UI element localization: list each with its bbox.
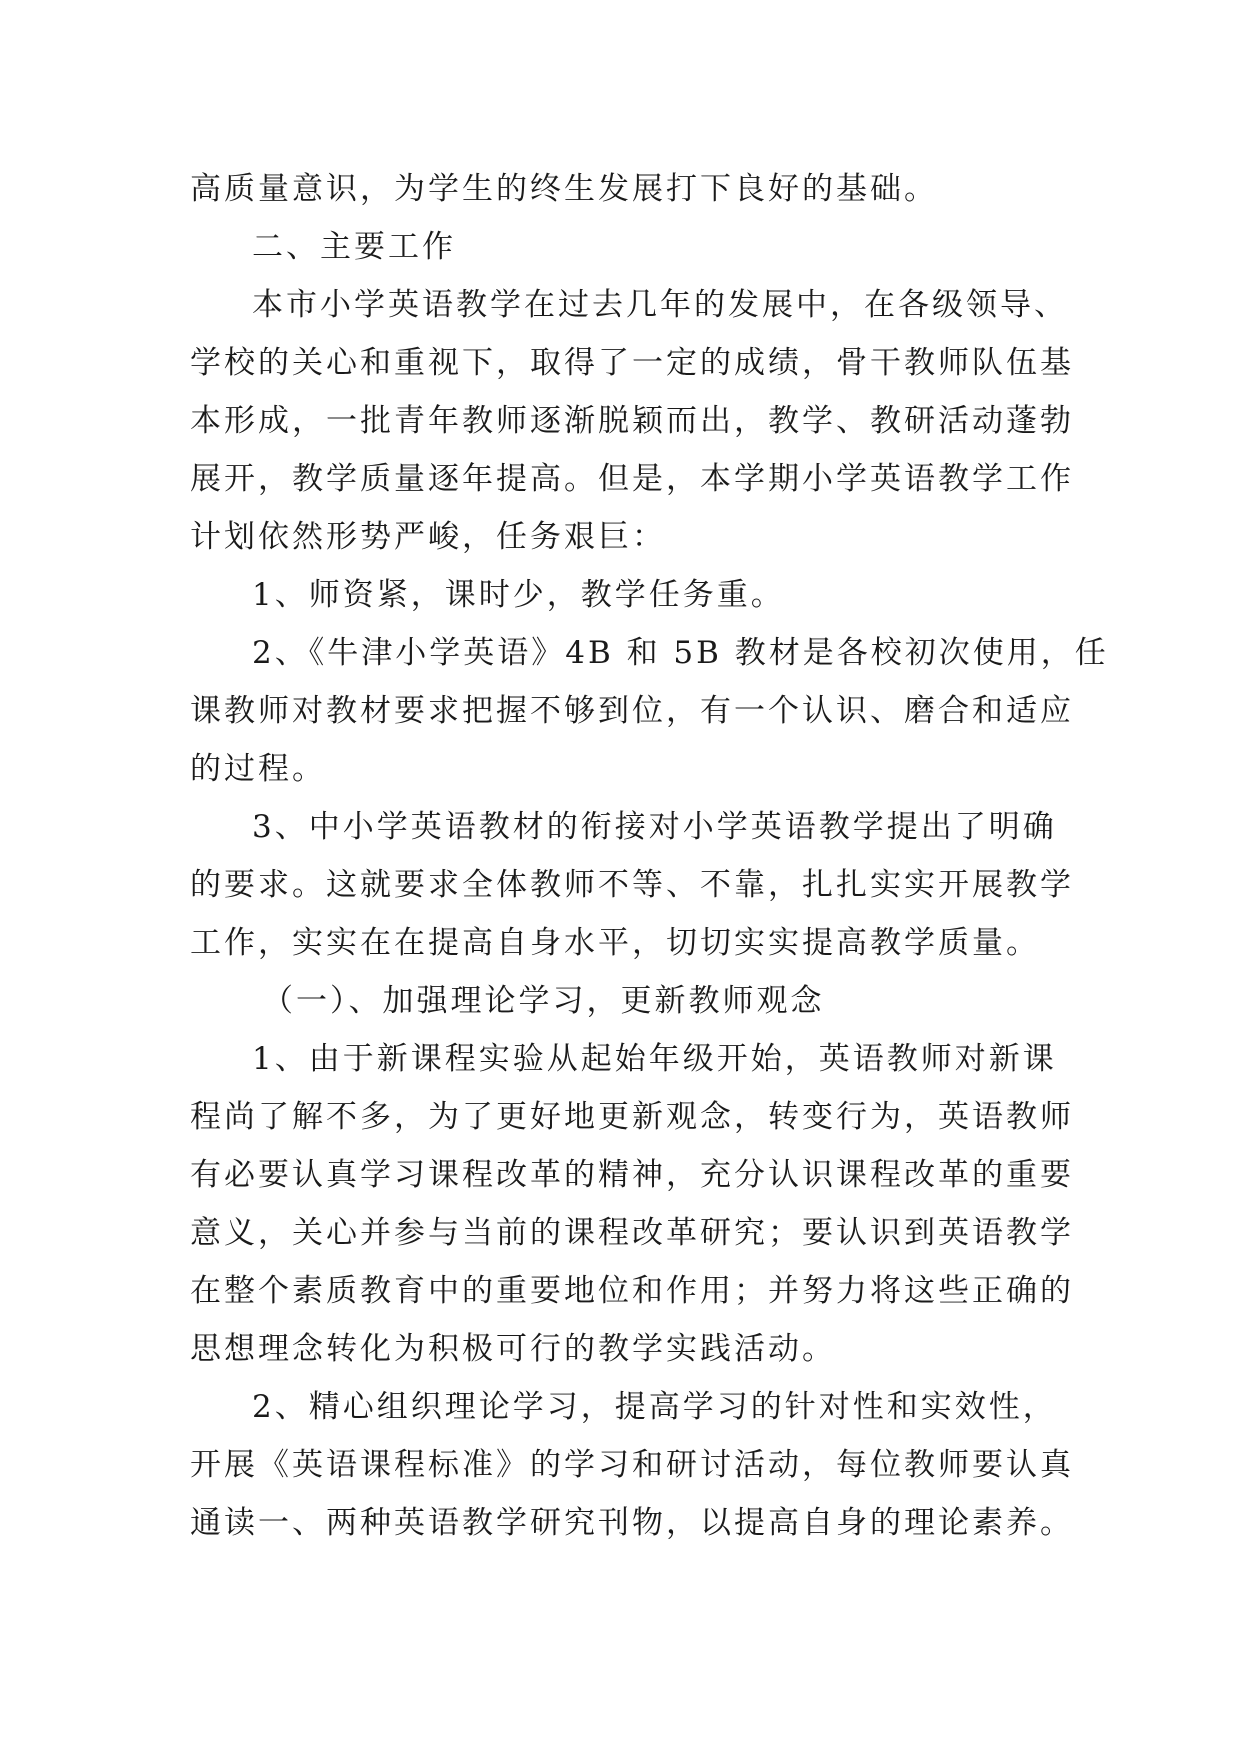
text-line-6: 展开，教学质量逐年提高。但是，本学期小学英语教学工作 <box>190 461 1074 497</box>
text-line-10: 课教师对教材要求把握不够到位，有一个认识、磨合和适应 <box>190 693 1074 729</box>
list-item-1-line: 1、师资紧，课时少，教学任务重。 <box>252 577 785 613</box>
section-heading-main-work: 二、主要工作 <box>252 229 456 265</box>
text-line-11: 的过程。 <box>190 751 326 787</box>
text-line-4: 学校的关心和重视下，取得了一定的成绩，骨干教师队伍基 <box>190 345 1074 381</box>
text-line-14: 工作，实实在在提高自身水平，切切实实提高教学质量。 <box>190 925 1040 961</box>
text-line-24: 通读一、两种英语教学研究刊物，以提高自身的理论素养。 <box>190 1505 1074 1541</box>
text-line-7: 计划依然形势严峻，任务艰巨： <box>190 519 666 555</box>
sub-item-2-line: 2、精心组织理论学习，提高学习的针对性和实效性， <box>252 1389 1057 1425</box>
text-line-1: 高质量意识，为学生的终生发展打下良好的基础。 <box>190 171 938 207</box>
document-body <box>190 160 1109 1552</box>
text-line-3: 本市小学英语教学在过去几年的发展中，在各级领导、 <box>252 287 1068 323</box>
list-item-3-line: 3、中小学英语教材的衔接对小学英语教学提出了明确 <box>252 809 1057 845</box>
text-line-20: 在整个素质教育中的重要地位和作用；并努力将这些正确的 <box>190 1273 1074 1309</box>
text-line-19: 意义，关心并参与当前的课程改革研究；要认识到英语教学 <box>190 1215 1074 1251</box>
text-line-5: 本形成，一批青年教师逐渐脱颖而出，教学、教研活动蓬勃 <box>190 403 1074 439</box>
text-line-18: 有必要认真学习课程改革的精神，充分认识课程改革的重要 <box>190 1157 1074 1193</box>
text-line-21: 思想理念转化为积极可行的教学实践活动。 <box>190 1331 836 1367</box>
sub-item-1-line: 1、由于新课程实验从起始年级开始，英语教师对新课 <box>252 1041 1057 1077</box>
list-item-2-line: 2、《牛津小学英语》4B 和 5B 教材是各校初次使用，任 <box>252 635 1109 671</box>
text-line-17: 程尚了解不多，为了更好地更新观念，转变行为，英语教师 <box>190 1099 1074 1135</box>
text-line-13: 的要求。这就要求全体教师不等、不靠，扎扎实实开展教学 <box>190 867 1074 903</box>
subsection-heading-theory: （一）、加强理论学习，更新教师观念 <box>262 983 825 1019</box>
text-line-23: 开展《英语课程标准》的学习和研讨活动，每位教师要认真 <box>190 1447 1074 1483</box>
